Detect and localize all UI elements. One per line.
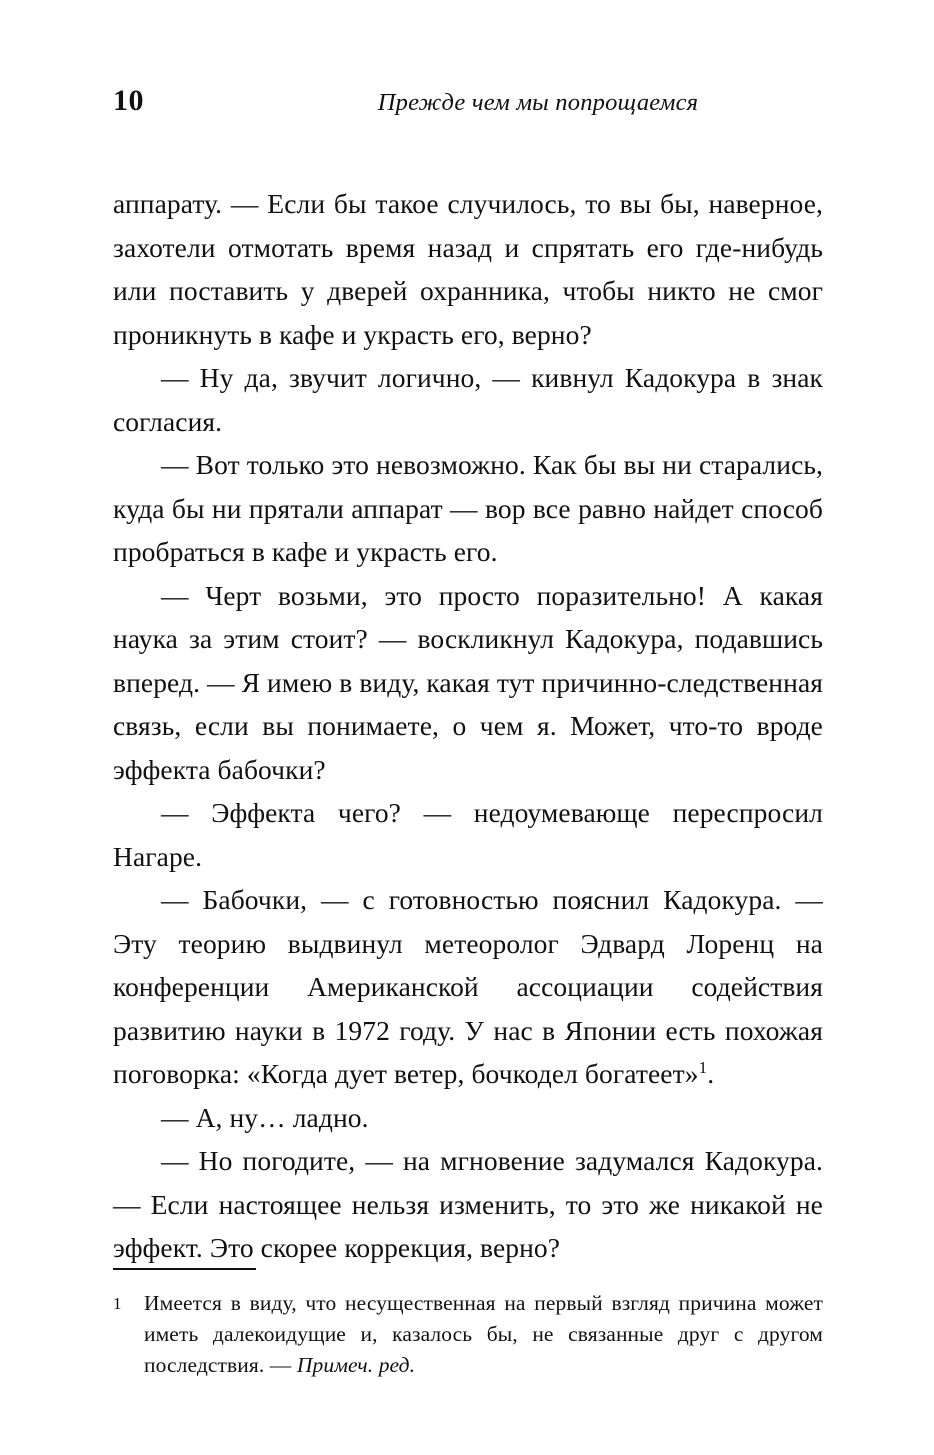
paragraph: — Вот только это невозможно. Как бы вы ни старались, куда бы ни прятали аппарат — вор все равно найдет способ пробраться в кафе и украсть его. xyxy=(113,449,823,567)
page-number: 10 xyxy=(113,84,144,117)
paragraph-with-footnote xyxy=(113,878,823,1096)
paragraph-text: — Бабочки, — с готовностью пояснил Кадокура. — Эту теорию выдвинул метеоролог Эдвард Лоренц на конференции Американской ассоциации содействия развитию науки в 1972 году. У нас в Японии есть похожая поговорка: «Когда дует ветер, бочкодел богатеет» xyxy=(113,884,823,1089)
paragraph: — Ну да, звучит логично, — кивнул Кадокура в знак согласия. xyxy=(113,362,823,437)
paragraph: — Но погодите, — на мгновение задумался Кадокура. — Если настоящее нельзя изменить, то это же никакой не эффект. Это скорее коррекция, верно? xyxy=(113,1145,823,1263)
footnote xyxy=(113,1288,823,1381)
footnote-separator xyxy=(113,1268,256,1270)
paragraph-text-tail: . xyxy=(707,1058,715,1089)
footnote-text: Имеется в виду, что несущественная на первый взгляд причина может иметь далекоидущие и, казалось бы, не связанные друг с другом последствия. — xyxy=(144,1291,823,1377)
paragraph: аппарату. — Если бы такое случилось, то вы бы, наверное, захотели отмотать время назад и спрятать его где-нибудь или поставить у дверей охранника, чтобы никто не смог проникнуть в кафе и украсть его, верно? xyxy=(113,188,823,350)
footnote-attribution: Примеч. ред. xyxy=(296,1353,416,1377)
footnote-reference[interactable]: 1 xyxy=(698,1057,708,1077)
paragraph: — Черт возьми, это просто поразительно! А какая наука за этим стоит? — воскликнул Кадокура, подавшись вперед. — Я имею в виду, какая тут причинно-следственная связь, если вы понимаете, о чем я. Может, что-то вроде эффекта бабочки? xyxy=(113,579,823,785)
paragraph: — А, ну… ладно. xyxy=(161,1101,369,1133)
paragraph: — Эффекта чего? — недоумевающе переспросил Нагаре. xyxy=(113,797,823,872)
running-head xyxy=(113,86,823,130)
running-title: Прежде чем мы попрощаемся xyxy=(377,89,699,116)
footnote-area xyxy=(113,1268,823,1381)
footnote-marker: 1 xyxy=(113,1294,122,1313)
page-content xyxy=(113,86,823,1270)
body-text xyxy=(113,182,823,1270)
